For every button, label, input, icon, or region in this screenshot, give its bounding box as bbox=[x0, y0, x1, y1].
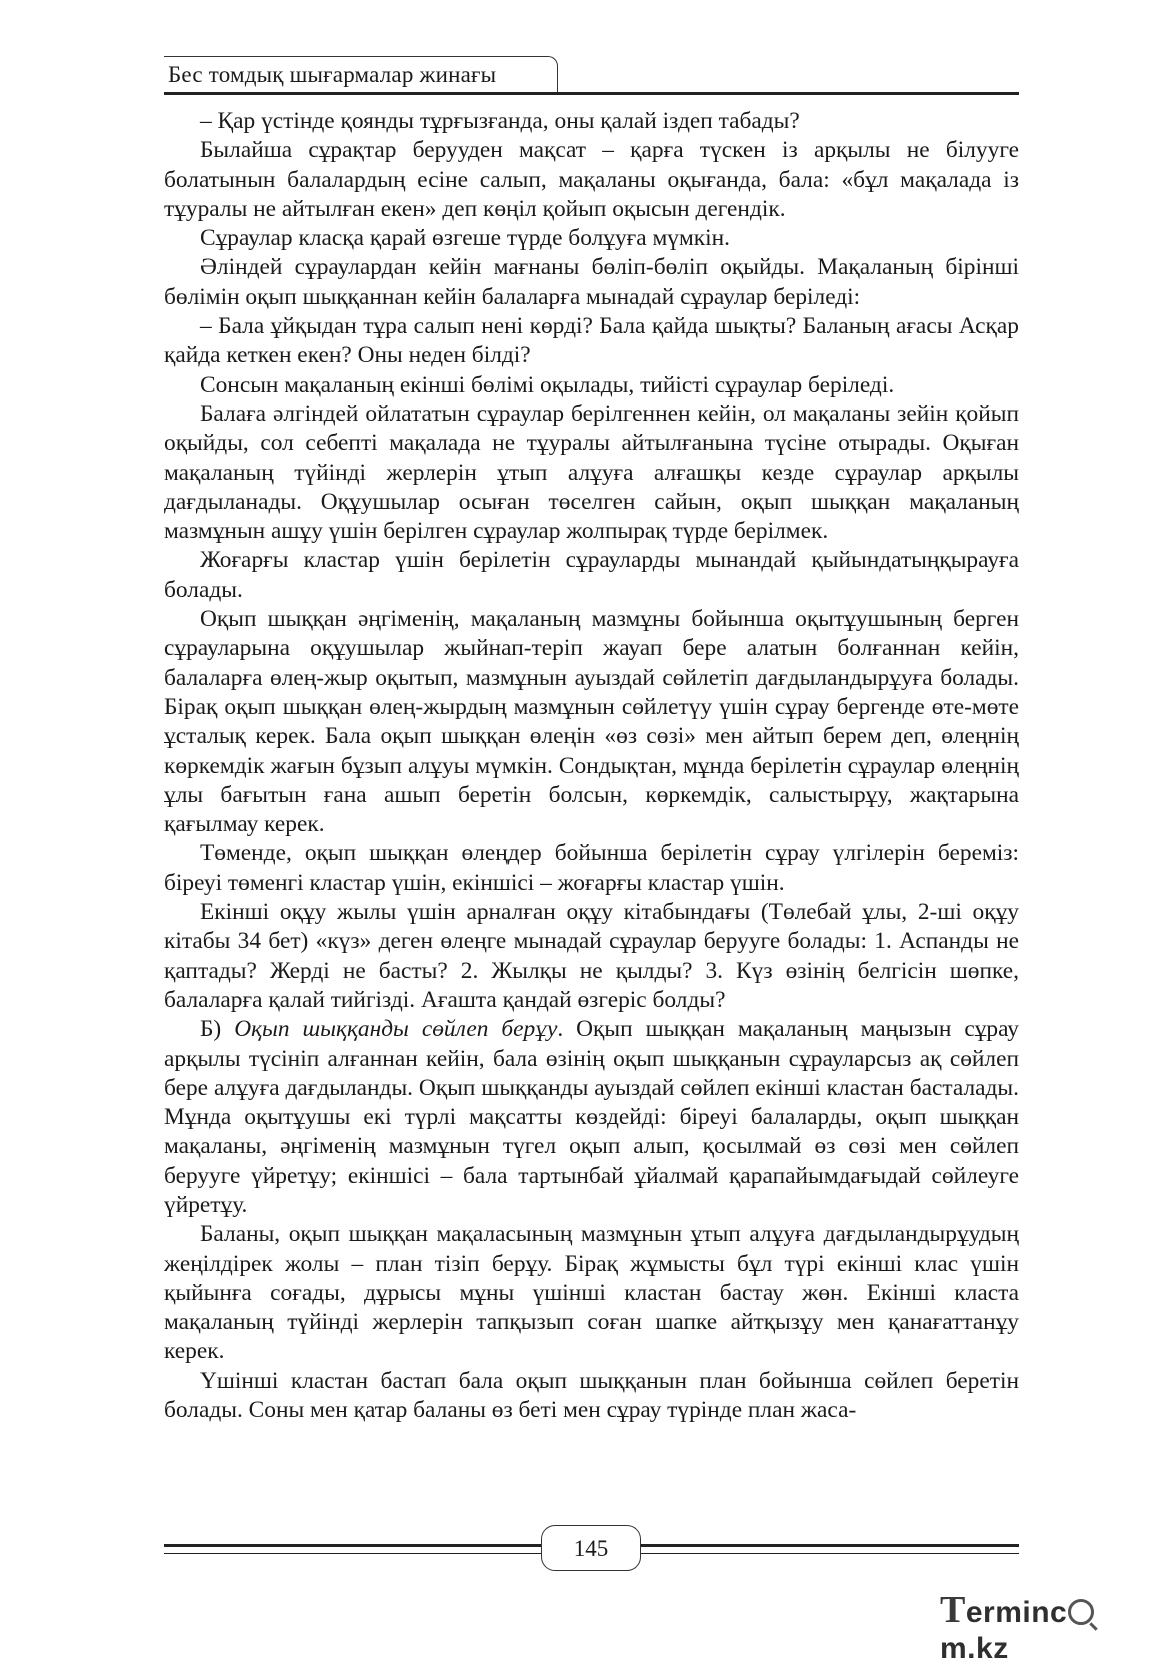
paragraph-10: Төменде, оқып шыққан өлеңдер бойынша берілетін сұрау үлгілерін беремiз: біреуі төменгі кластар үшін, екіншісі – жоғарғы кластар үшін. bbox=[164, 840, 1019, 896]
paragraph-12-prefix: Б) bbox=[200, 1016, 235, 1043]
paragraph-9: Оқып шыққан әңгіменің, мақаланың мазмұны бойынша оқытұушының берген сұрауларына оқұушылар жыйнап-теріп жауап бере алатын болғаннан кейін, балаларға өлең-жыр оқытып, мазмұнын ауыздай сөйлетіп дағдыландырұуға болады. Бірақ оқып шыққан өлең-жырдың мазмұнын сөйлетүу үшін сұрау бергенде өте-мөте ұсталық керек. Бала оқып шыққан өлеңін «өз сөзі» мен айтып берем деп, өлеңнің көркемдік жағын бұзып алұуы мүмкін. Сондықтан, мұнда берілетін сұраулар өлеңнің ұлы бағытын ғана ашып беретін болсын, көркемдік, салыстырұу, жақтарына қағылмау керек. bbox=[164, 606, 1019, 838]
paragraph-12-text: . Оқып шыққан мақаланың маңызын сұрау арқылы түсініп алғаннан кейін, бала өзінің оқып шыққанын сұрауларсыз ақ сөйлеп бере алұуға дағдыланды. Оқып шыққанды ауыздай сөйлеп екінші кластан басталады. Мұнда оқытұушы екі түрлі мақсатты көздейді: біреуі балаларды, оқып шыққан мақаланы, әңгіменің мазмұнын түгел оқып алып, қосылмай өз сөзі мен сөйлеп берууге үйретұу; екіншісі – бала тартынбай ұйалмай қарапайымдағыдай сөйлеуге үйретұу. bbox=[164, 1016, 1019, 1218]
page-footer bbox=[164, 1525, 1019, 1575]
paragraph-8: Жоғарғы кластар үшін берілетін сұрауларды мынандай қыйындатыңқырауға болады. bbox=[164, 547, 1019, 603]
paragraph-12 bbox=[164, 1015, 1019, 1220]
paragraph-1: – Қар үстінде қоянды тұрғызғанда, оны қалай іздеп табады? bbox=[200, 108, 800, 134]
watermark-t-letter: T bbox=[940, 1589, 966, 1631]
paragraph-7: Балаға әлгіндей ойлататын сұраулар берілгеннен кейін, ол мақаланы зейін қойып оқыйды, сол себепті мақалада не тұуралы айтылғанына түсіне отырады. Оқыған мақаланың түйінді жерлерін ұтып алұуға алғашқы кезде сұраулар арқылы дағдыланады. Оқұушылар осыған төселген сайын, оқып шыққан мақаланың мазмұнын ашұу үшін берілген сұраулар жолпырақ түрде берілмек. bbox=[164, 400, 1019, 545]
paragraph-6: Сонсын мақаланың екінші бөлімі оқылады, тийісті сұраулар беріледі. bbox=[200, 371, 895, 398]
paragraph-13: Баланы, оқып шыққан мақаласының мазмұнын ұтып алұуға дағдыландырұудың жеңілдірек жолы – план тізіп берұу. Бірақ жұмысты бұл түрі екінші клас үшін қыйынға соғады, дұрысы мұны үшінші кластан бастау жөн. Екінші класта мақаланың түйінді жерлерін тапқызып соған шапке айтқызұу мен қанағаттанұу керек. bbox=[164, 1221, 1019, 1365]
paragraph-2: Былайша сұрақтар берууден мақсат – қарға түскен із арқылы не білууге болатынын балалардың есіне салып, мақаланы оқығанда, бала: «бұл мақалада із тұуралы не айтылған екен» деп көңіл қойып оқысын дегендік. bbox=[164, 137, 1019, 222]
paragraph-14: Үшінші кластан бастап бала оқып шыққанын план бойынша сөйлеп беретін болады. Соны мен қатар баланы өз беті мен сұрау түрінде план жаса- bbox=[164, 1367, 1019, 1424]
magnifier-icon bbox=[1068, 1599, 1094, 1625]
footer-rule-right bbox=[641, 1544, 1019, 1554]
paragraph-4: Әліндей сұраулардан кейін мағнаны бөліп-бөліп оқыйды. Мақаланың бірінші бөлімін оқып шыққаннан кейін балаларға мынадай сұраулар беріледі: bbox=[164, 254, 1019, 310]
paragraph-11: Екінші оқұу жылы үшін арналған оқұу кітабындағы (Төлебай ұлы, 2-ші оқұу кітабы 34 бет) «күз» деген өлеңге мынадай сұраулар берууге болады: 1. Аспанды не қаптады? Жерді не басты? 2. Жылқы не қылды? 3. Күз өзінің белгісін шөпке, балаларға қалай тийгізді. Ағашта қандай өзгеріс болды? bbox=[164, 899, 1019, 1013]
paragraph-12-emphasis: Оқып шыққанды сөйлеп берұу bbox=[234, 1016, 558, 1043]
footer-rule-left bbox=[164, 1544, 541, 1554]
book-title: Бес томдық шығармалар жинағы bbox=[168, 62, 497, 87]
header-rule bbox=[164, 92, 1019, 95]
page-body bbox=[164, 107, 1019, 1425]
termincom-watermark bbox=[940, 1588, 1150, 1665]
paragraph-5: – Бала ұйқыдан тұра салып нені көрді? Бала қайда шықты? Баланың ағасы Асқар қайда кеткен екен? Оны неден білді? bbox=[164, 313, 1019, 369]
running-header bbox=[164, 56, 1019, 96]
watermark-end: m.kz bbox=[940, 1632, 1009, 1665]
paragraph-3: Сұраулар класқа қарай өзгеше түрде болұуға мүмкін. bbox=[200, 225, 731, 252]
page-number: 145 bbox=[541, 1525, 641, 1571]
watermark-mid: erminc bbox=[965, 1596, 1068, 1629]
